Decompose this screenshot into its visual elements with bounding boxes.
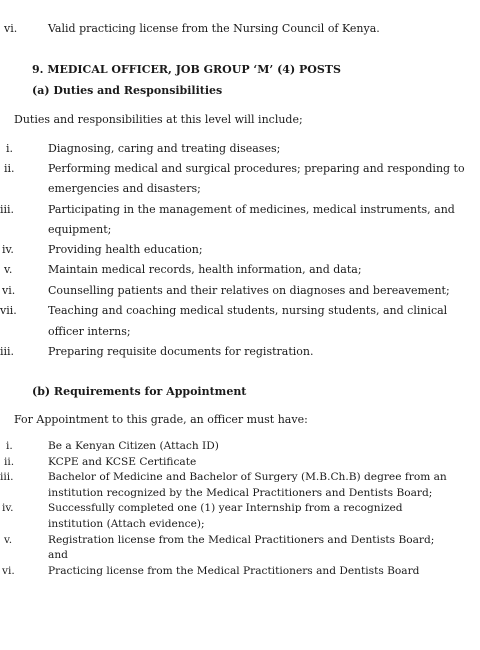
list-item-text: Practicing license from the Medical Practitioners and Dentists Board bbox=[48, 565, 420, 577]
list-number: ii. bbox=[4, 456, 15, 468]
list-item-text: and bbox=[48, 549, 68, 561]
list-item-text: Counselling patients and their relatives on diagnoses and bereavement; bbox=[48, 284, 450, 297]
list-item-text: Maintain medical records, health information, and data; bbox=[48, 263, 362, 276]
list-number: iii. bbox=[0, 345, 15, 358]
list-number: ii. bbox=[4, 162, 15, 175]
subheading-requirements: (b) Requirements for Appointment bbox=[32, 385, 247, 398]
list-item-text: emergencies and disasters; bbox=[48, 182, 201, 195]
list-number: vi. bbox=[2, 284, 16, 297]
list-item-text: Diagnosing, caring and treating diseases; bbox=[48, 142, 281, 155]
list-item-text: KCPE and KCSE Certificate bbox=[48, 456, 197, 468]
list-number: i. bbox=[6, 440, 13, 452]
list-item-text: institution (Attach evidence); bbox=[48, 518, 205, 530]
list-item-text: Performing medical and surgical procedures; preparing and responding to bbox=[48, 162, 465, 175]
list-item-text: Preparing requisite documents for registration. bbox=[48, 345, 314, 358]
list-number: iv. bbox=[2, 502, 14, 514]
list-number: v. bbox=[4, 263, 13, 276]
list-number: vi. bbox=[2, 565, 15, 577]
list-item-text: equipment; bbox=[48, 223, 112, 236]
list-item-text: Be a Kenyan Citizen (Attach ID) bbox=[48, 440, 219, 452]
list-number: iii. bbox=[0, 471, 14, 483]
list-item-text: Valid practicing license from the Nursing Council of Kenya. bbox=[48, 22, 380, 35]
list-item-text: institution recognized by the Medical Practitioners and Dentists Board; bbox=[48, 487, 433, 499]
list-number: iv. bbox=[2, 243, 14, 256]
list-number: vi. bbox=[4, 22, 18, 35]
subheading-duties: (a) Duties and Responsibilities bbox=[32, 84, 223, 97]
section-title: 9. MEDICAL OFFICER, JOB GROUP ‘M’ (4) POSTS bbox=[32, 63, 341, 76]
list-number: i. bbox=[6, 142, 14, 155]
list-number: iii. bbox=[0, 203, 15, 216]
list-item-text: officer interns; bbox=[48, 325, 131, 338]
list-item-text: Providing health education; bbox=[48, 243, 203, 256]
list-item-text: Teaching and coaching medical students, nursing students, and clinical bbox=[48, 304, 448, 317]
duties-intro: Duties and responsibilities at this level will include; bbox=[14, 113, 303, 126]
list-item-text: Participating in the management of medicines, medical instruments, and bbox=[48, 203, 455, 216]
list-number: vii. bbox=[0, 304, 17, 317]
list-item-text: Successfully completed one (1) year Internship from a recognized bbox=[48, 502, 403, 514]
list-item-text: Registration license from the Medical Practitioners and Dentists Board; bbox=[48, 534, 435, 546]
list-number: v. bbox=[4, 534, 13, 546]
requirements-intro: For Appointment to this grade, an officer must have: bbox=[14, 413, 308, 426]
list-item-text: Bachelor of Medicine and Bachelor of Surgery (M.B.Ch.B) degree from an bbox=[48, 471, 447, 483]
